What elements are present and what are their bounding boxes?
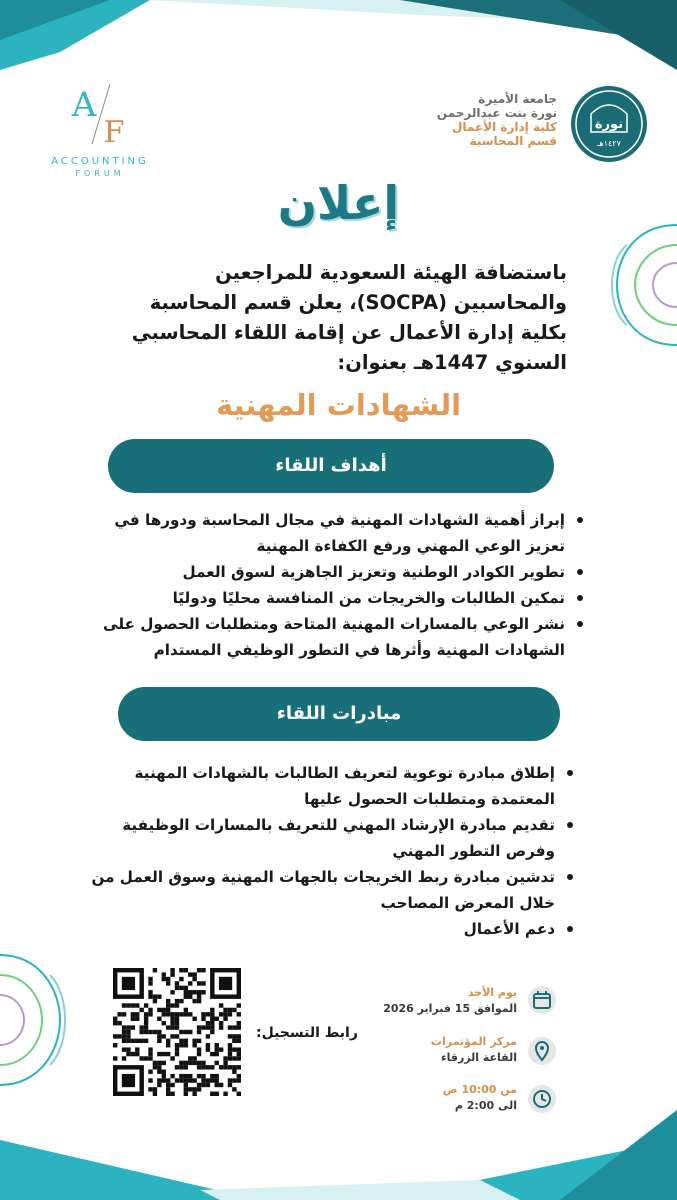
university-seal-logo [569,84,649,164]
university-name-block [317,92,557,148]
registration-qr-code[interactable] [113,968,241,1096]
calendar-icon [527,985,557,1015]
top-corner-decoration [0,0,677,80]
list-item: تقديم مبادرة الإرشاد المهني للتعريف بالمسارات الوظيفية وفرص التطور المهني [87,812,577,864]
seal-year-text: ١٤٢٧هـ [597,139,621,148]
college-name: كلية إدارة الأعمال [452,120,557,134]
af-letter-a: A [71,85,97,125]
department-name: قسم المحاسبة [469,134,557,148]
university-line-2: نورة بنت عبدالرحمن [436,106,557,120]
seal-name-text: نورة [594,117,624,132]
page-title: إعلان [277,176,400,230]
af-monogram-icon [40,78,160,148]
af-letter-f: F [103,115,125,148]
event-time-from: من 10:00 ص [442,1083,517,1096]
initiatives-list [87,760,577,942]
list-item: تمكين الطالبات والخريجات من المنافسة محليًا ودوليًا [87,585,587,611]
accounting-forum-logo [40,78,160,188]
list-item: تدشين مبادرة ربط الخريجات بالجهات المهنية وسوق العمل من خلال المعرض المصاحب [87,864,577,916]
list-item: تطوير الكوادر الوطنية وتعزيز الجاهزية لسوق العمل [87,559,587,585]
location-pin-icon [527,1036,557,1066]
event-location-info [297,1034,517,1066]
left-ornament [0,935,80,1105]
event-time-to: الى 2:00 م [454,1099,517,1112]
event-subtitle: الشهادات المهنية [215,388,462,422]
forum-word-forum: FORUM [75,169,125,178]
bottom-corner-decoration [0,1110,677,1200]
registration-label: رابط التسجيل: [256,1025,358,1041]
event-date-info [297,985,517,1017]
forum-word-accounting: ACCOUNTING [51,156,149,167]
initiatives-heading: مبادرات اللقاء [118,687,560,741]
event-day: يوم الأحد [467,986,517,999]
goals-heading: أهداف اللقاء [108,439,554,493]
event-date: الموافق 15 فبراير 2026 [383,1002,517,1015]
event-time-info [297,1082,517,1114]
clock-icon [527,1084,557,1114]
event-hall: القاعة الزرقاء [441,1051,517,1064]
university-line-1: جامعة الأميرة [478,92,557,106]
intro-paragraph: باستضافة الهيئة السعودية للمراجعين والمحاسبين (SOCPA)، يعلن قسم المحاسبة بكلية إدارة الأعمال عن إقامة اللقاء المحاسبي السنوي 1447هـ بعنوان: [131,261,567,374]
event-venue: مركز المؤتمرات [430,1035,517,1048]
list-item: نشر الوعي بالمسارات المهنية المتاحة ومتطلبات الحصول على الشهادات المهنية وأثرها في التطور الوظيفي المستدام [87,611,587,663]
list-item: إبراز أهمية الشهادات المهنية في مجال المحاسبة ودورها في تعزيز الوعي المهني ورفع الكفاءة المهنية [87,507,587,559]
list-item: إطلاق مبادرة توعوية لتعريف الطالبات بالشهادات المهنية المعتمدة ومتطلبات الحصول عليها [87,760,577,812]
list-item: دعم الأعمال [87,916,577,942]
goals-list [87,507,587,663]
